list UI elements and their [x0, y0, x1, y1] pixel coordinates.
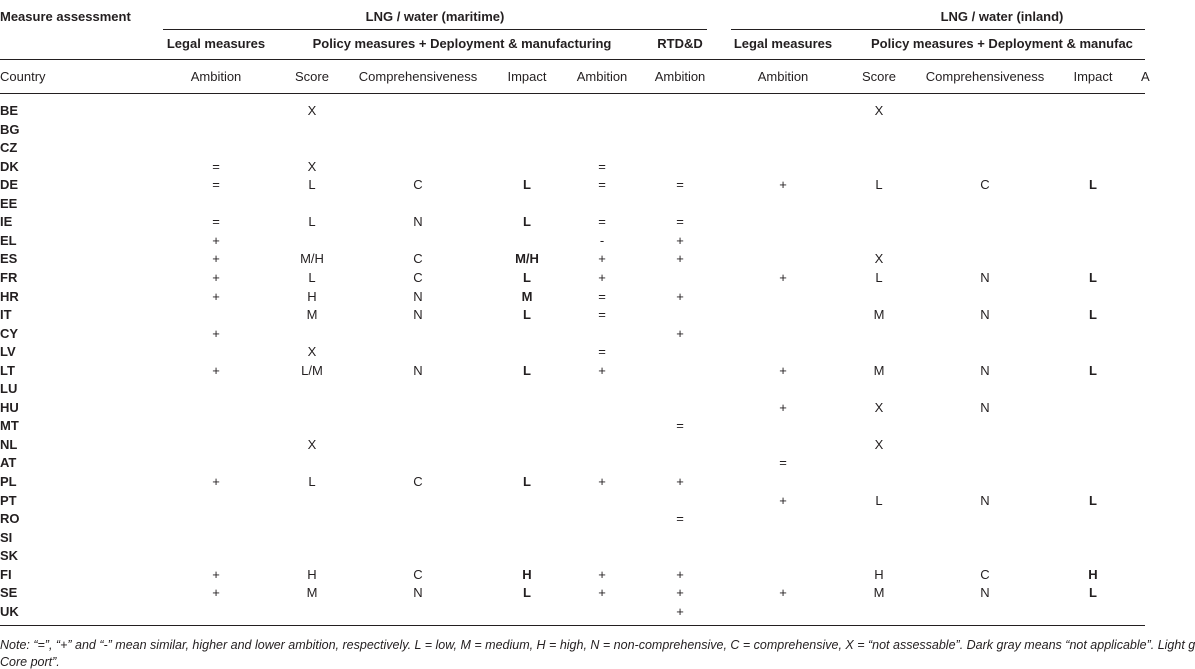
table-cell: M/H	[515, 251, 539, 267]
table-cell: =	[598, 307, 606, 323]
rule-column-header	[0, 93, 1145, 94]
country-code: RO	[0, 511, 20, 527]
table-cell: M	[306, 585, 318, 601]
rule-maritime-group	[163, 29, 707, 30]
table-cell: N	[980, 492, 990, 508]
table-cell: +	[779, 177, 787, 193]
table-cell: X	[307, 344, 317, 360]
country-code: BE	[0, 103, 19, 118]
table-cell: =	[212, 177, 220, 193]
table-cell: +	[598, 474, 606, 489]
country-code: PT	[0, 492, 17, 508]
table-cell: +	[598, 566, 606, 582]
group-header-inland: LNG / water (inland)	[940, 9, 1064, 24]
table-cell: X	[874, 103, 884, 118]
table-cell: +	[676, 251, 684, 267]
table-cell: L	[875, 492, 883, 508]
table-cell: =	[598, 177, 606, 193]
table-cell: =	[598, 288, 606, 304]
country-code: DE	[0, 177, 19, 193]
table-cell: -	[599, 232, 605, 248]
table-cell: +	[779, 399, 787, 415]
table-cell: +	[598, 270, 606, 285]
table-cell: +	[598, 251, 606, 267]
table-note-continued: Core port”.	[0, 655, 60, 669]
subheader-legal-maritime: Legal measures	[166, 36, 266, 51]
table-cell: L	[1089, 362, 1097, 378]
column-header-country: Country	[0, 69, 46, 84]
country-code: SE	[0, 585, 18, 601]
table-cell: L/M	[301, 362, 323, 378]
country-code: MT	[0, 418, 19, 434]
country-code: LT	[0, 362, 15, 378]
table-cell: C	[980, 566, 990, 582]
table-cell: L	[875, 177, 883, 193]
column-header-score: Score	[295, 69, 329, 84]
subheader-legal-inland: Legal measures	[733, 36, 833, 51]
table-cell: L	[308, 474, 316, 489]
table-cell: X	[307, 103, 317, 118]
group-header-maritime: LNG / water (maritime)	[365, 9, 505, 24]
table-cell: L	[1089, 492, 1097, 508]
table-cell: M	[873, 585, 885, 601]
table-cell: C	[413, 474, 423, 489]
table-cell: H	[522, 566, 532, 582]
table-cell: N	[980, 362, 990, 378]
table-cell: L	[523, 307, 531, 323]
table-cell: +	[676, 232, 684, 248]
country-code: EE	[0, 195, 18, 211]
table-cell: L	[1089, 585, 1097, 601]
table-cell: =	[676, 511, 684, 527]
table-cell: L	[308, 270, 316, 285]
column-header-ambition: Ambition	[190, 69, 242, 84]
table-cell: H	[1088, 566, 1098, 582]
table-cell: +	[212, 566, 220, 582]
country-code: HU	[0, 399, 19, 415]
table-cell: C	[980, 177, 990, 193]
table-cell: +	[676, 585, 684, 601]
table-cell: =	[598, 214, 606, 230]
table-cell: N	[980, 585, 990, 601]
country-code: LV	[0, 344, 16, 360]
table-cell: +	[779, 270, 787, 285]
table-cell: N	[413, 307, 423, 323]
table-cell: M	[306, 307, 318, 323]
column-header-score: Score	[862, 69, 896, 84]
table-cell: +	[212, 474, 220, 489]
table-cell: +	[676, 566, 684, 582]
country-code: SK	[0, 548, 19, 564]
rule-subheader	[0, 59, 1145, 60]
table-cell: L	[308, 177, 316, 193]
column-header-comprehensiveness: Comprehensiveness	[925, 69, 1045, 84]
table-cell: =	[212, 158, 220, 174]
table-cell: +	[779, 492, 787, 508]
country-code: UK	[0, 603, 19, 619]
table-cell: +	[212, 232, 220, 248]
table-cell: =	[598, 344, 606, 360]
table-cell: +	[676, 603, 684, 619]
table-cell: =	[598, 158, 606, 174]
table-cell: L	[523, 214, 531, 230]
table-cell: +	[676, 474, 684, 489]
column-header-comprehensiveness: Comprehensiveness	[358, 69, 478, 84]
table-cell: H	[874, 566, 884, 582]
table-cell: H	[307, 566, 317, 582]
country-code: CY	[0, 325, 19, 341]
country-code: EL	[0, 232, 17, 248]
table-cell: L	[523, 585, 531, 601]
country-code: ES	[0, 251, 18, 267]
table-cell: N	[413, 362, 423, 378]
country-code: FR	[0, 270, 18, 285]
table-cell: +	[676, 325, 684, 341]
country-code: SI	[0, 529, 13, 545]
subheader-rtdd-maritime: RTD&D	[657, 36, 703, 51]
table-cell: L	[1089, 177, 1097, 193]
table-cell: =	[779, 455, 787, 471]
column-header-ambition: Ambition	[576, 69, 628, 84]
table-cell: C	[413, 251, 423, 267]
table-cell: +	[598, 585, 606, 601]
rule-inland-group	[731, 29, 1145, 30]
table-cell: M	[521, 288, 533, 304]
table-cell: C	[413, 566, 423, 582]
table-cell: X	[307, 158, 317, 174]
table-cell: L	[1089, 307, 1097, 323]
table-cell: M	[873, 362, 885, 378]
table-cell: N	[980, 307, 990, 323]
column-header-impact: Impact	[507, 69, 547, 84]
table-cell: L	[523, 362, 531, 378]
column-header-ambition: Ambition	[757, 69, 809, 84]
table-cell: N	[413, 214, 423, 230]
table-cell: X	[307, 436, 317, 452]
table-cell: M/H	[300, 251, 324, 267]
table-cell: =	[676, 214, 684, 230]
table-cell: N	[413, 288, 423, 304]
table-cell: L	[523, 474, 531, 489]
table-cell: +	[212, 362, 220, 378]
table-cell: =	[676, 418, 684, 434]
table-cell: +	[598, 362, 606, 378]
country-code: IT	[0, 307, 12, 323]
subheader-policy-inland: Policy measures + Deployment & manufac	[871, 36, 1133, 51]
country-code: AT	[0, 455, 17, 471]
country-code: LU	[0, 381, 18, 397]
country-code: DK	[0, 158, 19, 174]
table-cell: +	[212, 288, 220, 304]
table-cell: =	[212, 214, 220, 230]
table-cell: +	[212, 251, 220, 267]
table-cell: H	[307, 288, 317, 304]
table-cell: L	[523, 177, 531, 193]
column-header-ambition-partial: A	[1141, 69, 1150, 84]
table-cell: N	[980, 270, 990, 285]
country-code: NL	[0, 436, 18, 452]
table-cell: X	[874, 399, 884, 415]
country-code: HR	[0, 288, 19, 304]
table-cell: =	[676, 177, 684, 193]
country-code: IE	[0, 214, 13, 230]
table-cell: M	[873, 307, 885, 323]
country-code: PL	[0, 474, 17, 489]
table-cell: X	[874, 251, 884, 267]
column-header-impact: Impact	[1073, 69, 1113, 84]
table-note: Note: “=”, “+” and “-” mean similar, higher and lower ambition, respectively. L = low, M = medium, H = high, N = non-comprehensive, C = comprehensive, X = “not assessable”. Dark gray means “not applicable”. Light g	[0, 638, 1195, 652]
subheader-policy-maritime: Policy measures + Deployment & manufacturing	[312, 36, 612, 51]
country-code: FI	[0, 566, 12, 582]
table-cell: +	[212, 270, 220, 285]
column-header-ambition: Ambition	[654, 69, 706, 84]
table-cell: +	[779, 585, 787, 601]
table-cell: +	[676, 288, 684, 304]
table-cell: L	[1089, 270, 1097, 285]
table-cell: L	[523, 270, 531, 285]
table-cell: L	[308, 214, 316, 230]
table-cell: C	[413, 177, 423, 193]
table-cell: N	[413, 585, 423, 601]
measure-assessment-title: Measure assessment	[0, 9, 131, 24]
table-cell: N	[980, 399, 990, 415]
table-cell: +	[212, 325, 220, 341]
table-cell: L	[875, 270, 883, 285]
table-cell: X	[874, 436, 884, 452]
country-code: CZ	[0, 140, 18, 156]
table-cell: +	[212, 585, 220, 601]
rule-table-bottom	[0, 625, 1145, 626]
country-code: BG	[0, 121, 20, 137]
table-cell: +	[779, 362, 787, 378]
table-cell: C	[413, 270, 423, 285]
